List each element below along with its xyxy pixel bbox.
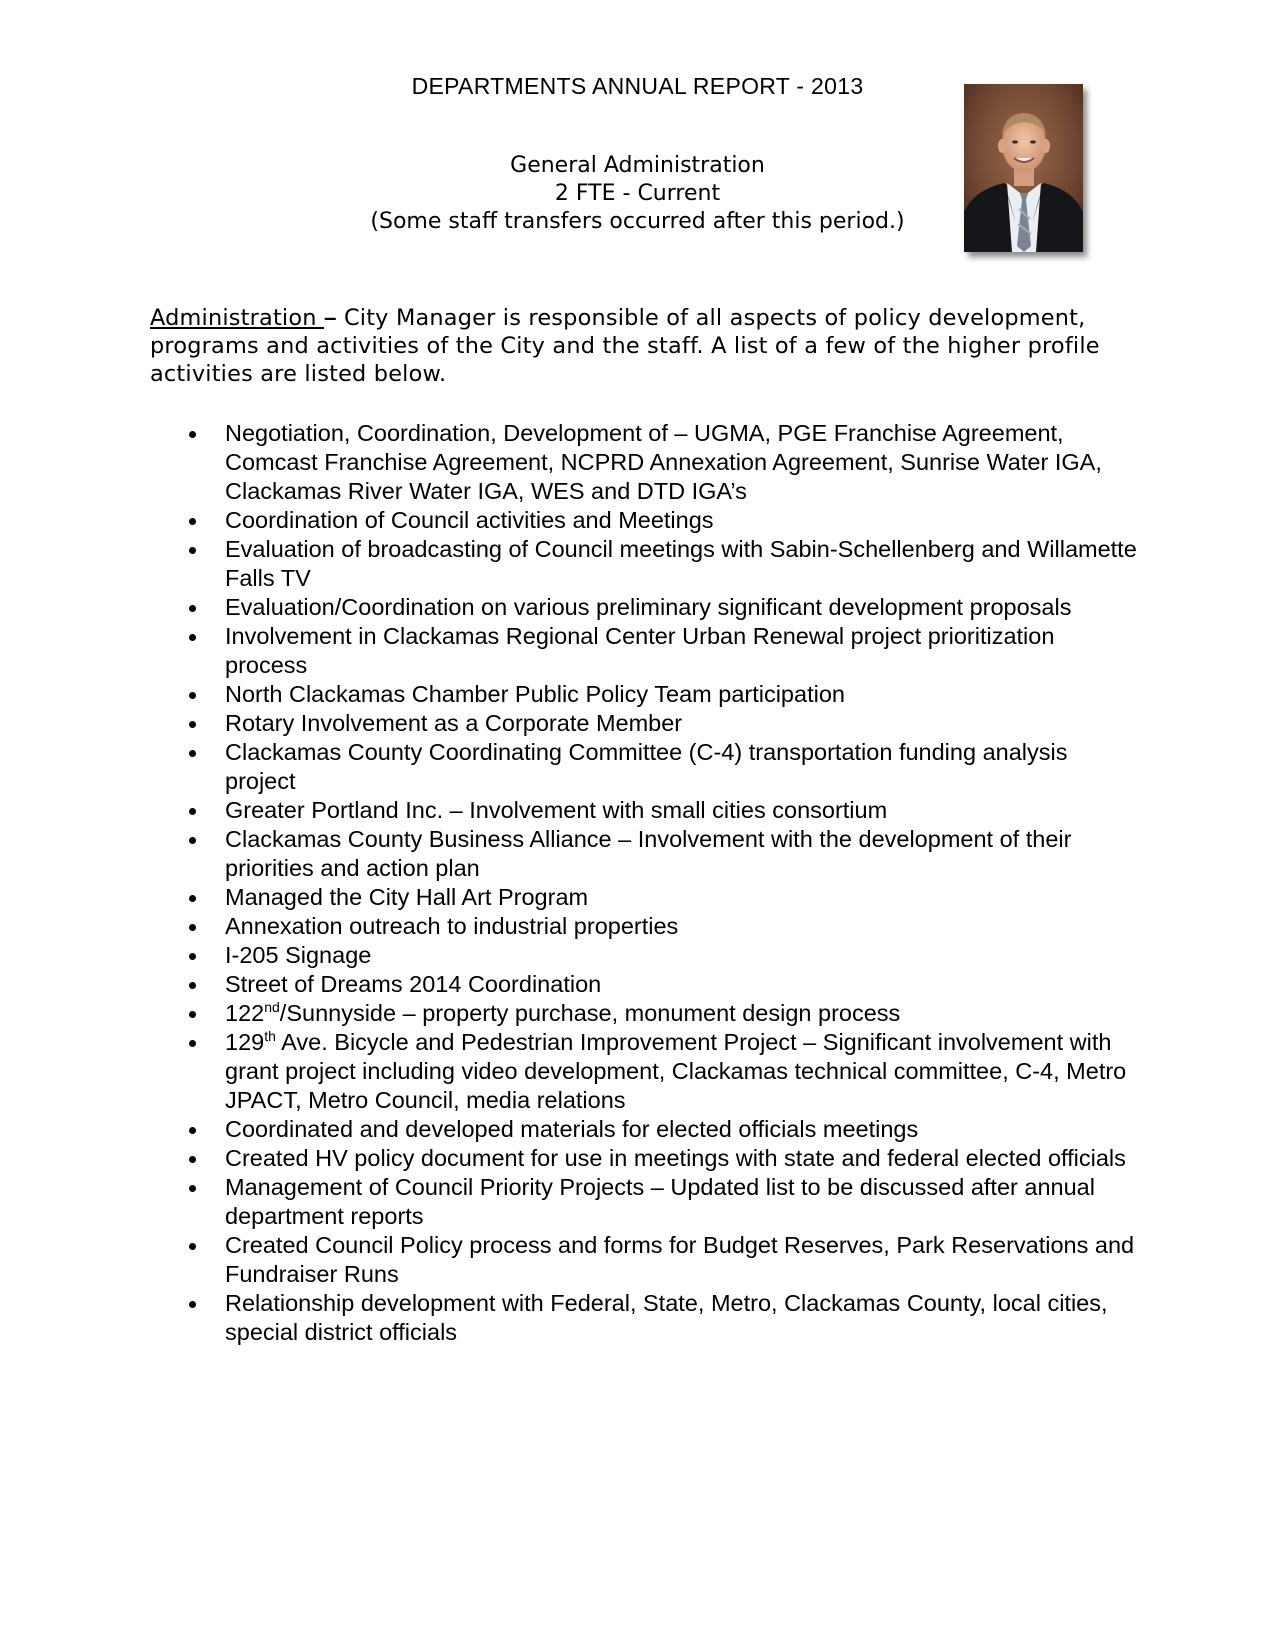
list-item-text: Greater Portland Inc. – Involvement with small cities consortium [225,797,888,823]
list-item-text: Clackamas County Business Alliance – Involvement with the development of their priorities and action plan [225,826,1072,881]
ordinal-suffix: nd [264,999,280,1015]
bullet-icon [189,431,196,438]
list-item [150,593,1140,622]
heading-dash: – [323,305,337,330]
list-item-text: Involvement in Clackamas Regional Center Urban Renewal project prioritization process [225,623,1055,678]
list-item-text: Relationship development with Federal, State, Metro, Clackamas County, local cities, special district officials [225,1290,1108,1345]
department-header [0,152,1275,236]
list-item [150,738,1140,796]
bullet-icon [189,1243,196,1250]
list-item-text: /Sunnyside – property purchase, monument design process [279,1000,901,1026]
list-item-text: Created Council Policy process and forms for Budget Reserves, Park Reservations and Fundraiser Runs [225,1232,1135,1287]
activities-list [150,419,1140,1347]
list-item [150,796,1140,825]
list-item [150,1115,1140,1144]
list-item [150,999,1140,1028]
list-item [150,1173,1140,1231]
list-item [150,419,1140,506]
bullet-icon [189,837,196,844]
list-item [150,1231,1140,1289]
bullet-icon [189,547,196,554]
list-item [150,970,1140,999]
list-item-text: I-205 Signage [225,942,372,968]
list-item-text: Coordination of Council activities and Meetings [225,507,714,533]
portrait-photo [964,84,1083,252]
list-item-text: Rotary Involvement as a Corporate Member [225,710,683,736]
bullet-icon [189,924,196,931]
bullet-icon [189,1127,196,1134]
bullet-icon [189,750,196,757]
list-item-text: Coordinated and developed materials for elected officials meetings [225,1116,919,1142]
list-item [150,912,1140,941]
list-item-text: Management of Council Priority Projects – Updated list to be discussed after annual department reports [225,1174,1095,1229]
list-item-text: Ave. Bicycle and Pedestrian Improvement Project – Significant involvement with grant project including video development, Clackamas technical committee, C-4, Metro JPACT, Metro Council, media relations [225,1029,1127,1113]
list-item-text: Evaluation of broadcasting of Council meetings with Sabin-Schellenberg and Willamette Falls TV [225,536,1137,591]
bullet-icon [189,895,196,902]
list-item [150,506,1140,535]
fte-count: 2 FTE - Current [554,181,721,206]
list-item [150,680,1140,709]
list-item [150,941,1140,970]
bullet-icon [189,634,196,641]
list-item-text: Negotiation, Coordination, Development of – UGMA, PGE Franchise Agreement, Comcast Franchise Agreement, NCPRD Annexation Agreement, Sunrise Water IGA, Clackamas River Water IGA, WES and DTD IGA’s [225,420,1102,504]
list-item [150,1289,1140,1347]
report-title: DEPARTMENTS ANNUAL REPORT - 2013 [411,73,864,99]
list-item-text: North Clackamas Chamber Public Policy Team participation [225,681,845,707]
list-item-text: Street of Dreams 2014 Coordination [225,971,602,997]
staff-note: (Some staff transfers occurred after this period.) [370,209,905,234]
section-heading: Administration [150,305,324,331]
bullet-icon [189,721,196,728]
bullet-icon [189,518,196,525]
list-item-text: Clackamas County Coordinating Committee (C-4) transportation funding analysis project [225,739,1068,794]
bullet-icon [189,808,196,815]
bullet-icon [189,1185,196,1192]
list-item-number: 129 [225,1029,265,1055]
bullet-icon [189,982,196,989]
list-item-text: Created HV policy document for use in meetings with state and federal elected officials [225,1145,1126,1171]
administration-intro [150,304,1150,388]
bullet-icon [189,692,196,699]
department-name: General Administration [510,153,765,178]
bullet-icon [189,605,196,612]
intro-text: City Manager is responsible of all aspects of policy development, programs and activities of the City and the staff. A list of a few of the higher profile activities are listed below. [150,305,1100,387]
list-item-number: 122 [225,1000,265,1026]
ordinal-suffix: th [264,1028,276,1044]
bullet-icon [189,1156,196,1163]
list-item-text: Evaluation/Coordination on various preliminary significant development proposals [225,594,1072,620]
list-item-text: Annexation outreach to industrial properties [225,913,679,939]
list-item [150,535,1140,593]
bullet-icon [189,1011,196,1018]
bullet-icon [189,1040,196,1047]
list-item [150,709,1140,738]
list-item [150,825,1140,883]
list-item-text: Managed the City Hall Art Program [225,884,589,910]
list-item [150,622,1140,680]
list-item [150,1144,1140,1173]
list-item [150,1028,1140,1115]
bullet-icon [189,1301,196,1308]
list-item [150,883,1140,912]
bullet-icon [189,953,196,960]
